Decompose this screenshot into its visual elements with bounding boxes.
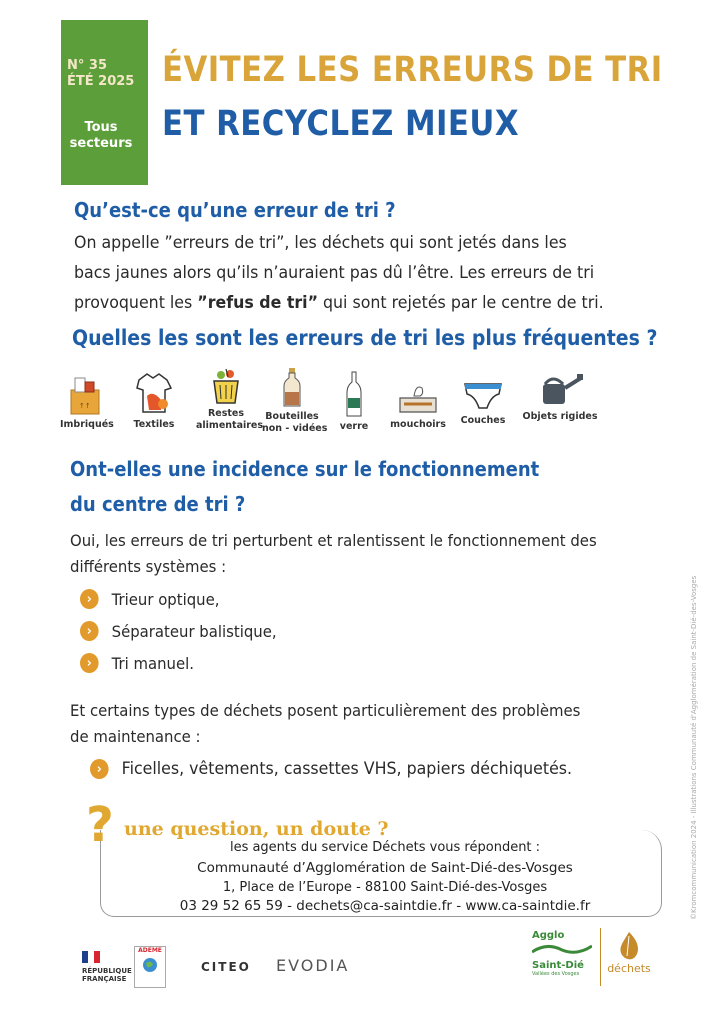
bullet-text-problem-wastes: Ficelles, vêtements, cassettes VHS, papiers déchiquetés. bbox=[121, 759, 573, 779]
chevron-right-icon: › bbox=[80, 653, 99, 673]
title-line-1: ÉVITEZ LES ERREURS DE TRI bbox=[162, 50, 663, 90]
side-credit-text: ©Kromcommunication 2024 - Illustrations Communauté d'Agglomération de Saint-Dié-des-Vosges bbox=[690, 575, 698, 920]
issue-line-1: N° 35 bbox=[67, 58, 107, 73]
svg-text:↑↑: ↑↑ bbox=[79, 402, 91, 410]
globe-icon bbox=[142, 957, 158, 973]
bullet-text-tri-manuel: Tri manuel. bbox=[111, 653, 194, 673]
item-verre bbox=[334, 370, 374, 433]
sector-label bbox=[61, 120, 141, 152]
item-label-textiles: Textiles bbox=[133, 419, 175, 430]
agglo-line-1: Agglo bbox=[532, 930, 565, 941]
item-label-restes-line-2: alimentaires bbox=[196, 420, 264, 431]
agglo-line-2: Saint-Dié bbox=[532, 960, 584, 971]
issue-line-2: ÉTÉ 2025 bbox=[67, 74, 135, 89]
question-impact-line-2: du centre de tri ? bbox=[70, 492, 246, 516]
maintenance-line-2: de maintenance : bbox=[70, 727, 201, 746]
item-label-bouteilles bbox=[262, 411, 328, 435]
contact-line-1: les agents du service Déchets vous répondent : bbox=[229, 840, 541, 855]
bullet-trieur-optique bbox=[80, 589, 219, 609]
tshirt-icon bbox=[131, 370, 177, 416]
issue-number bbox=[67, 58, 134, 90]
impact-intro-line-2: différents systèmes : bbox=[70, 557, 227, 576]
republique-francaise-logo bbox=[82, 948, 132, 983]
contact-title: une question, un doute ? bbox=[124, 818, 389, 840]
impact-intro-line-1: Oui, les erreurs de tri perturbent et ralentissent le fonctionnement des bbox=[70, 531, 597, 550]
explanation-line-3 bbox=[74, 288, 623, 318]
republique-line-1: RÉPUBLIQUE bbox=[82, 967, 132, 975]
diaper-icon bbox=[461, 378, 505, 412]
explanation-line-1: On appelle ”erreurs de tri”, les déchets qui sont jetés dans les bbox=[74, 233, 567, 253]
item-restes-alimentaires bbox=[196, 365, 264, 432]
sector-line-2: secteurs bbox=[69, 136, 133, 151]
bullet-text-trieur: Trieur optique, bbox=[111, 589, 220, 609]
item-label-objets-rigides: Objets rigides bbox=[522, 411, 598, 422]
question-frequent-errors: Quelles les sont les erreurs de tri les plus fréquentes ? bbox=[72, 326, 658, 350]
agglo-saint-die-logo bbox=[532, 930, 598, 986]
bottle-icon bbox=[280, 366, 304, 408]
glass-bottle-icon bbox=[344, 370, 364, 418]
sector-line-1: Tous bbox=[84, 120, 118, 135]
refus-de-tri-emphasis: ”refus de tri” bbox=[197, 293, 318, 313]
bullet-problem-wastes bbox=[90, 759, 572, 779]
explanation-line-3-end: qui sont rejetés par le centre de tri. bbox=[317, 293, 604, 313]
bullet-tri-manuel bbox=[80, 653, 194, 673]
contact-organization: Communauté d’Agglomération de Saint-Dié-des-Vosges bbox=[197, 860, 573, 876]
bullet-text-separateur: Séparateur balistique, bbox=[111, 621, 277, 641]
leaf-drop-icon bbox=[615, 930, 643, 962]
item-label-mouchoirs: mouchoirs bbox=[390, 419, 446, 430]
bullet-separateur-balistique bbox=[80, 621, 277, 641]
item-label-restes-line-1: Restes bbox=[207, 408, 245, 419]
evodia-logo: EVODIA bbox=[276, 956, 350, 975]
chevron-right-icon: › bbox=[80, 621, 99, 641]
ademe-logo bbox=[134, 946, 166, 988]
watering-can-icon bbox=[533, 372, 587, 408]
item-label-bouteilles-line-2: non - vidées bbox=[262, 423, 328, 434]
contact-address: 1, Place de l’Europe - 88100 Saint-Dié-des-Vosges bbox=[222, 880, 548, 895]
marianne-icon bbox=[82, 951, 100, 963]
citeo-logo: CITEO bbox=[201, 960, 251, 974]
chevron-right-icon: › bbox=[80, 589, 99, 609]
item-label-bouteilles-line-1: Bouteilles bbox=[265, 411, 319, 422]
item-label-restes-alimentaires bbox=[196, 408, 264, 432]
dechets-text: déchets bbox=[607, 962, 651, 975]
maintenance-text bbox=[70, 698, 628, 750]
item-textiles bbox=[126, 370, 182, 431]
agglo-line-3: Vallées des Vosges bbox=[532, 971, 580, 977]
impact-intro bbox=[70, 528, 628, 580]
item-objets-rigides bbox=[522, 372, 598, 423]
item-mouchoirs bbox=[390, 382, 446, 431]
ademe-text: ADEME bbox=[138, 947, 162, 954]
item-imbriques bbox=[60, 372, 114, 431]
title-line-2: ET RECYCLEZ MIEUX bbox=[162, 104, 520, 144]
dechets-logo bbox=[604, 930, 654, 975]
contact-phone-email-web: 03 29 52 65 59 - dechets@ca-saintdie.fr - www.ca-saintdie.fr bbox=[179, 898, 591, 914]
chevron-right-icon: › bbox=[90, 759, 109, 779]
explanation-line-2: bacs jaunes alors qu’ils n’auraient pas dû l’être. Les erreurs de tri bbox=[74, 263, 595, 283]
item-label-couches: Couches bbox=[460, 415, 506, 426]
maintenance-line-1: Et certains types de déchets posent particulièrement des problèmes bbox=[70, 701, 581, 720]
issue-tag bbox=[61, 20, 148, 185]
explanation-paragraph bbox=[74, 228, 623, 318]
item-bouteilles-non-videes bbox=[262, 366, 328, 435]
tissue-box-icon bbox=[396, 382, 440, 416]
hills-icon bbox=[532, 942, 592, 956]
item-couches bbox=[455, 378, 511, 427]
republique-line-2: FRANÇAISE bbox=[82, 975, 127, 983]
item-label-imbriques: Imbriqués bbox=[60, 419, 114, 430]
question-mark-icon: ? bbox=[86, 797, 114, 853]
explanation-line-3-start: provoquent les bbox=[74, 293, 198, 313]
nested-boxes-icon bbox=[65, 372, 105, 416]
item-label-verre: verre bbox=[339, 421, 369, 432]
question-what-is-error: Qu’est-ce qu’une erreur de tri ? bbox=[74, 198, 396, 222]
logo-divider bbox=[600, 928, 601, 986]
question-impact-line-1: Ont-elles une incidence sur le fonctionnement bbox=[70, 457, 540, 481]
side-credit bbox=[690, 575, 702, 920]
food-waste-bin-icon bbox=[206, 365, 246, 405]
